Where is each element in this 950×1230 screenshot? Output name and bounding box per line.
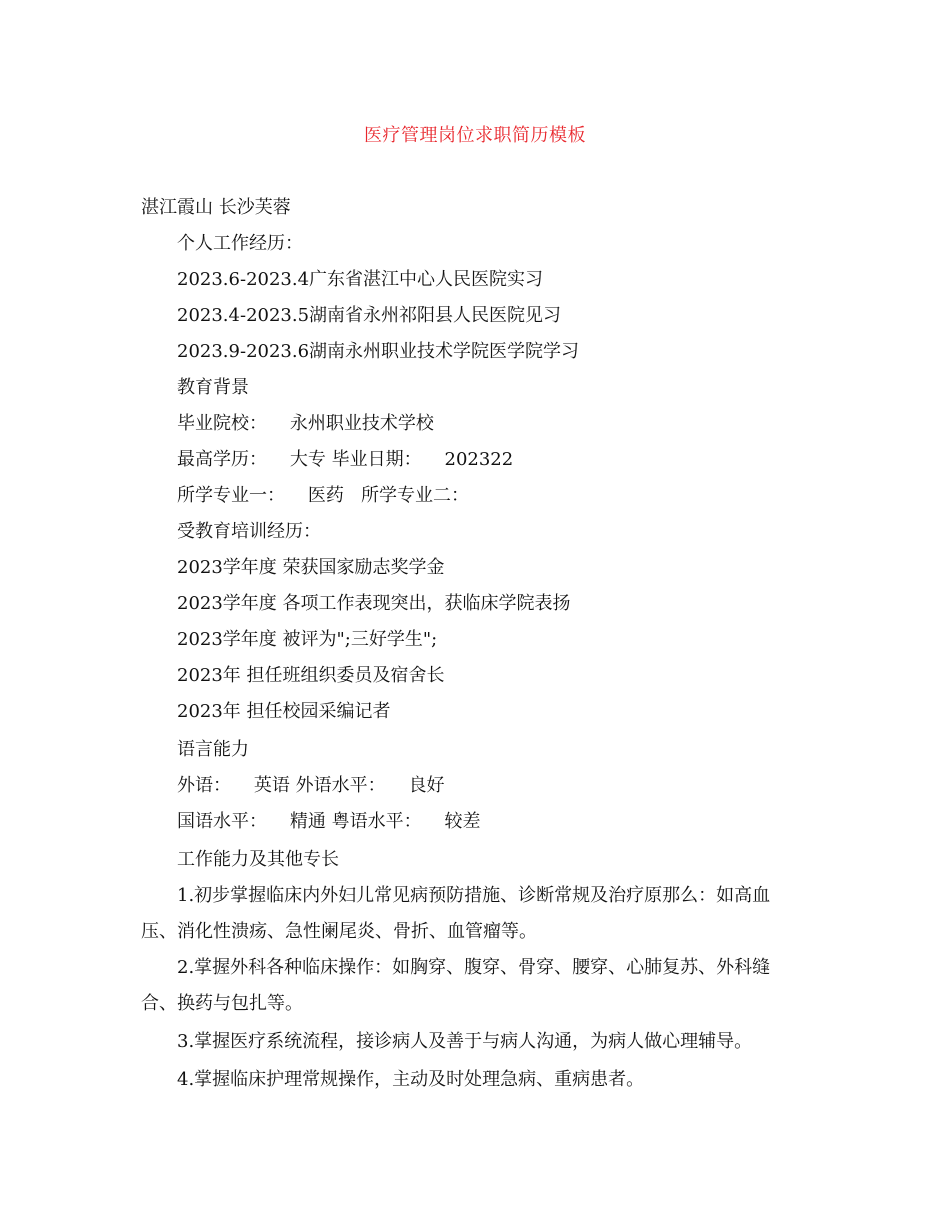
training-item: 2023学年度 荣获国家励志奖学金 [177, 557, 445, 578]
training-item: 2023年 担任班组织委员及宿舍长 [177, 665, 445, 686]
location-line: 湛江霞山 长沙芙蓉 [141, 197, 291, 218]
foreign-language-line: 外语： 英语 外语水平： 良好 [177, 775, 445, 796]
page-title: 医疗管理岗位求职简历模板 [364, 125, 586, 146]
training-item: 2023学年度 各项工作表现突出，获临床学院表扬 [177, 593, 571, 614]
education-heading: 教育背景 [177, 377, 249, 398]
language-heading: 语言能力 [177, 739, 249, 760]
skill-item: 3.掌握医疗系统流程，接诊病人及善于与病人沟通，为病人做心理辅导。 [177, 1031, 753, 1052]
school-line: 毕业院校： 永州职业技术学校 [177, 413, 434, 434]
skill-item-continuation: 合、换药与包扎等。 [141, 993, 303, 1014]
skill-item-continuation: 压、消化性溃疡、急性阑尾炎、骨折、血管瘤等。 [141, 921, 537, 942]
skill-item: 4.掌握临床护理常规操作，主动及时处理急病、重病患者。 [177, 1069, 645, 1090]
work-item: 2023.4-2023.5湖南省永州祁阳县人民医院见习 [177, 305, 562, 326]
major-line: 所学专业一： 医药 所学专业二： [177, 485, 470, 506]
work-item: 2023.9-2023.6湖南永州职业技术学院医学院学习 [177, 341, 580, 362]
mandarin-line: 国语水平： 精通 粤语水平： 较差 [177, 811, 481, 832]
training-item: 2023学年度 被评为";三好学生"; [177, 629, 438, 650]
training-heading: 受教育培训经历： [177, 521, 321, 542]
work-heading: 个人工作经历： [177, 233, 303, 254]
skill-item: 2.掌握外科各种临床操作：如胸穿、腹穿、骨穿、腰穿、心肺复苏、外科缝 [177, 957, 771, 978]
skill-item: 1.初步掌握临床内外妇儿常见病预防措施、诊断常规及治疗原那么：如高血 [177, 885, 771, 906]
work-item: 2023.6-2023.4广东省湛江中心人民医院实习 [177, 269, 544, 290]
skills-heading: 工作能力及其他专长 [177, 849, 339, 870]
training-item: 2023年 担任校园采编记者 [177, 701, 391, 722]
degree-line: 最高学历： 大专 毕业日期： 202322 [177, 449, 514, 470]
